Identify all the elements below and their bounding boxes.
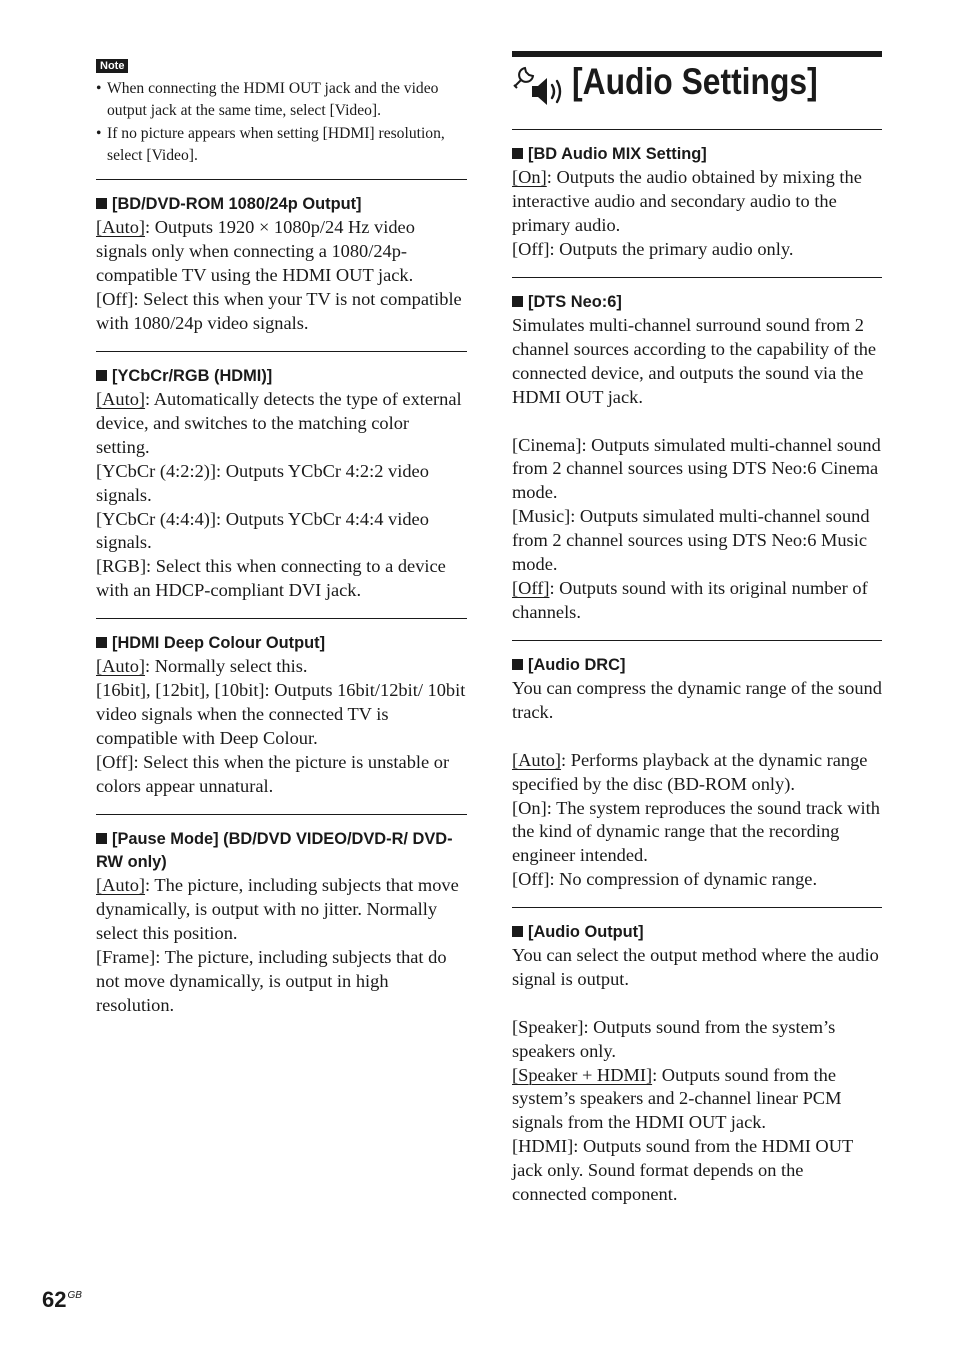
- option-description: [Cinema]: Outputs simulated multi-channel sound from 2 channel sources using DTS Neo:6 Cinema mode.: [512, 434, 881, 503]
- note-badge: Note: [96, 59, 128, 73]
- settings-section: [96, 351, 467, 603]
- option-description: [Music]: Outputs simulated multi-channel sound from 2 channel sources using DTS Neo:6 Music mode.: [512, 506, 870, 575]
- settings-section: [96, 179, 467, 336]
- section-title: [Audio DRC]: [512, 654, 882, 677]
- page-number: $62^{GB}$: [42, 1287, 82, 1312]
- square-bullet-icon: [512, 148, 523, 159]
- square-bullet-icon: [512, 659, 523, 670]
- option-description: [Speaker + HDMI]: Outputs sound from the system’s speakers and 2-channel linear PCM signals from the HDMI OUT jack.: [512, 1064, 842, 1133]
- default-option: [Speaker + HDMI]: [512, 1064, 653, 1085]
- bullet-icon: •: [96, 80, 102, 97]
- option-description: [YCbCr (4:2:2)]: Outputs YCbCr 4:2:2 video signals.: [96, 460, 429, 505]
- section-title: [BD/DVD-ROM 1080/24p Output]: [96, 193, 467, 216]
- default-option: [Auto]: [96, 656, 146, 676]
- option-description: [Off]: No compression of dynamic range.: [512, 869, 818, 890]
- settings-section: [512, 277, 882, 625]
- heading-rule: [512, 51, 882, 57]
- option-description: [Speaker]: Outputs sound from the system’s speakers only.: [512, 1016, 836, 1061]
- section-heading: [512, 58, 882, 108]
- option-description: [On]: The system reproduces the sound track with the kind of dynamic range that the recording engineer intended.: [512, 797, 880, 866]
- square-bullet-icon: [512, 926, 523, 937]
- section-title: [HDMI Deep Colour Output]: [96, 632, 467, 655]
- option-description: [Auto]: Performs playback at the dynamic range specified by the disc (BD-ROM only).: [512, 749, 868, 794]
- default-option: [Auto]: [96, 217, 146, 237]
- settings-section: [96, 814, 467, 1017]
- note-item: • When connecting the HDMI OUT jack and the video output jack at the same time, select [Video].: [96, 80, 439, 119]
- option-description: [On]: Outputs the audio obtained by mixing the interactive audio and secondary audio to the primary audio.: [512, 167, 862, 235]
- paragraph-spacer: [512, 725, 882, 749]
- default-option: [Auto]: [96, 389, 146, 409]
- option-description: [YCbCr (4:4:4)]: Outputs YCbCr 4:4:4 video signals.: [96, 508, 429, 553]
- note-box: [96, 56, 467, 168]
- default-option: [On]: [512, 167, 547, 187]
- default-option: [Auto]: [96, 875, 146, 895]
- square-bullet-icon: [96, 370, 107, 381]
- audio-settings-icon: [512, 60, 568, 106]
- option-description: You can select the output method where the audio signal is output.: [512, 945, 879, 989]
- section-title: [Audio Output]: [512, 921, 882, 944]
- bullet-icon: •: [96, 125, 102, 142]
- section-title: [BD Audio MIX Setting]: [512, 143, 882, 166]
- option-description: [Auto]: The picture, including subjects that move dynamically, is output with no jitter. Normally select this position.: [96, 875, 459, 943]
- section-title: [YCbCr/RGB (HDMI)]: [96, 365, 467, 388]
- note-list: [96, 78, 467, 167]
- default-option: [Auto]: [512, 749, 562, 770]
- section-title: [Pause Mode] (BD/DVD VIDEO/DVD-R/ DVD-RW only): [96, 830, 453, 871]
- option-description: [Frame]: The picture, including subjects that do not move dynamically, is output in high resolution.: [96, 946, 447, 1015]
- option-description: [Auto]: Automatically detects the type of external device, and switches to the matching color setting.: [96, 389, 462, 457]
- option-description: [HDMI]: Outputs sound from the HDMI OUT jack only. Sound format depends on the connected component.: [512, 1136, 853, 1205]
- square-bullet-icon: [96, 198, 107, 209]
- option-description: [Off]: Outputs sound with its original number of channels.: [512, 577, 868, 622]
- option-description: [16bit], [12bit], [10bit]: Outputs 16bit/12bit/ 10bit video signals when the connected TV is compatible with Deep Colour.: [96, 679, 466, 748]
- settings-section: [512, 907, 882, 1207]
- option-description: [Auto]: Normally select this.: [96, 656, 308, 676]
- option-description: You can compress the dynamic range of the sound track.: [512, 678, 882, 722]
- section-title: [DTS Neo:6]: [512, 291, 882, 314]
- note-item: • If no picture appears when setting [HDMI] resolution, select [Video].: [96, 125, 445, 164]
- settings-section: [512, 640, 882, 892]
- square-bullet-icon: [512, 296, 523, 307]
- square-bullet-icon: [96, 637, 107, 648]
- option-description: [Off]: Select this when the picture is unstable or colors appear unnatural.: [96, 751, 450, 796]
- paragraph-spacer: [512, 992, 882, 1016]
- settings-section: [512, 129, 882, 262]
- option-description: [RGB]: Select this when connecting to a device with an HDCP-compliant DVI jack.: [96, 556, 446, 601]
- page-title: [Audio Settings]: [572, 61, 818, 102]
- option-description: [Off]: Select this when your TV is not compatible with 1080/24p video signals.: [96, 288, 462, 333]
- default-option: [Off]: [512, 577, 550, 598]
- settings-section: [96, 618, 467, 798]
- option-description: [Auto]: Outputs 1920 × 1080p/24 Hz video signals only when connecting a 1080/24p-compatible TV using the HDMI OUT jack.: [96, 217, 415, 285]
- option-description: [Off]: Outputs the primary audio only.: [512, 238, 794, 259]
- paragraph-spacer: [512, 410, 882, 434]
- square-bullet-icon: [96, 833, 107, 844]
- option-description: Simulates multi-channel surround sound from 2 channel sources according to the capability of the connected device, and outputs the sound via the HDMI OUT jack.: [512, 315, 877, 407]
